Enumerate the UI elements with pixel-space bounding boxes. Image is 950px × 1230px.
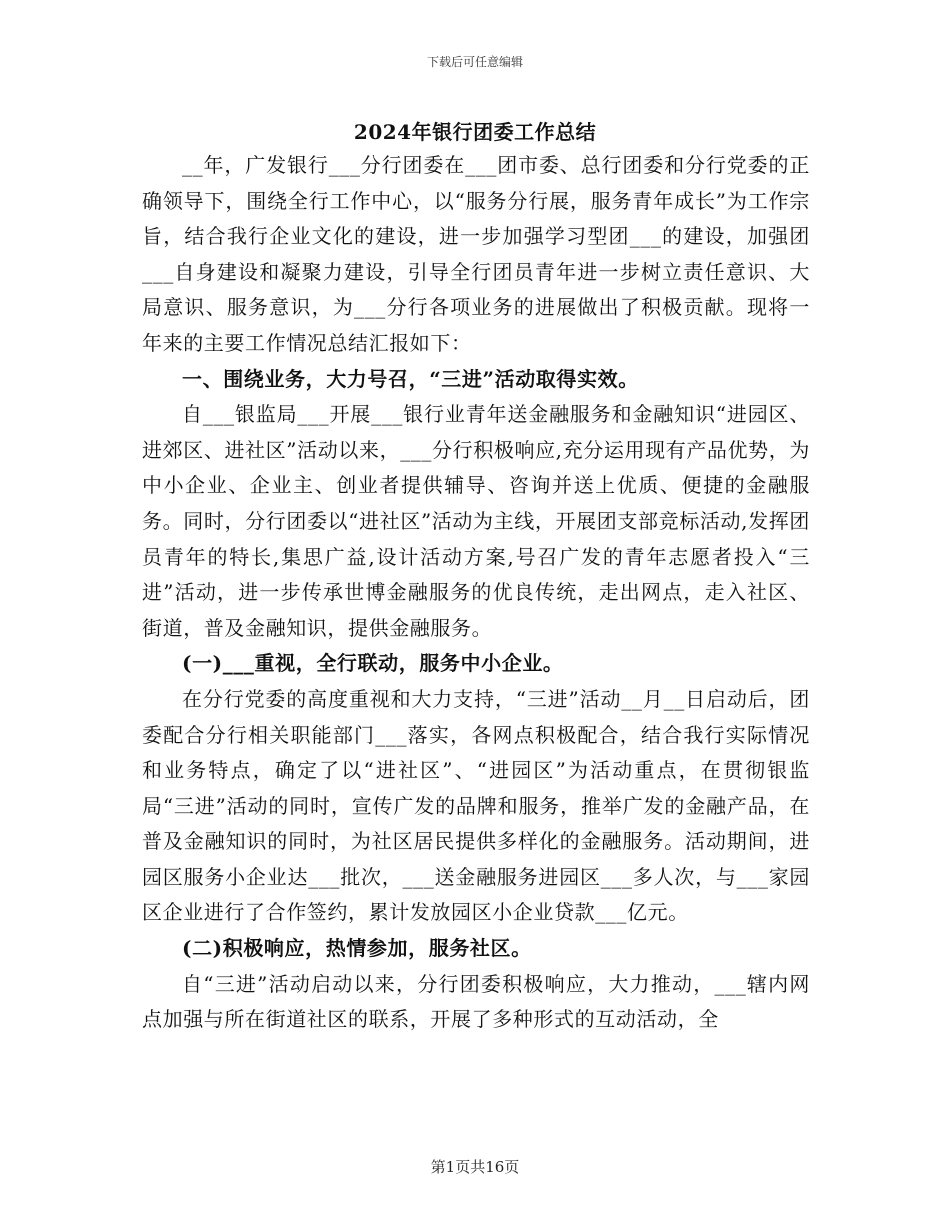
section-heading-1: 一、围绕业务，大力号召，“三进”活动取得实效。 [182,366,639,391]
intro-paragraph: __年，广发银行___分行团委在___团市委、总行团委和分行党委的正确领导下，围绕全行工作中心，以“服务分行展，服务青年成长”为工作宗旨，结合我行企业文化的建设，进一步加强学习型团___的建设，加强团___自身建设和凝聚力建设，引导全行团员青年进一步树立责任意识、大局意识、服务意识，为___分行各项业务的进展做出了积极贡献。现将一年来的主要工作情况总结汇报如下： [142,153,810,355]
document-title: 2024年银行团委工作总结 [353,120,597,144]
subsection-heading-2: (二)积极响应，热情参加，服务社区。 [182,936,532,961]
document-body [142,148,810,1038]
subsection-1-paragraph: 在分行党委的高度重视和大力支持，“三进”活动__月__日启动后，团委配合分行相关职能部门___落实，各网点积极配合，结合我行实际情况和业务特点，确定了以“进社区”、“进园区”为活动重点，在贯彻银监局“三进”活动的同时，宣传广发的品牌和服务，推举广发的金融产品，在普及金融知识的同时，为社区居民提供多样化的金融服务。活动期间，进园区服务小企业达___批次，___送金融服务进园区___多人次，与___家园区企业进行了合作签约，累计发放园区小企业贷款___亿元。 [142,686,810,925]
subsection-2-paragraph: 自“三进”活动启动以来，分行团委积极响应，大力推动，___辖内网点加强与所在街道社区的联系，开展了多种形式的互动活动，全 [142,971,810,1032]
section-1-paragraph: 自___银监局___开展___银行业青年送金融服务和金融知识“进园区、进郊区、进社区”活动以来，___分行积极响应,充分运用现有产品优势，为中小企业、企业主、创业者提供辅导、咨询并送上优质、便捷的金融服务。同时，分行团委以“进社区”活动为主线，开展团支部竞标活动,发挥团员青年的特长,集思广益,设计活动方案,号召广发的青年志愿者投入“三进”活动，进一步传承世博金融服务的优良传统，走出网点，走入社区、街道，普及金融知识，提供金融服务。 [142,402,810,640]
page-footer-number: 第1页共16页 [430,1158,520,1176]
page-header-note: 下载后可任意编辑 [426,55,523,69]
subsection-heading-1: (一)___重视，全行联动，服务中小企业。 [182,651,564,676]
